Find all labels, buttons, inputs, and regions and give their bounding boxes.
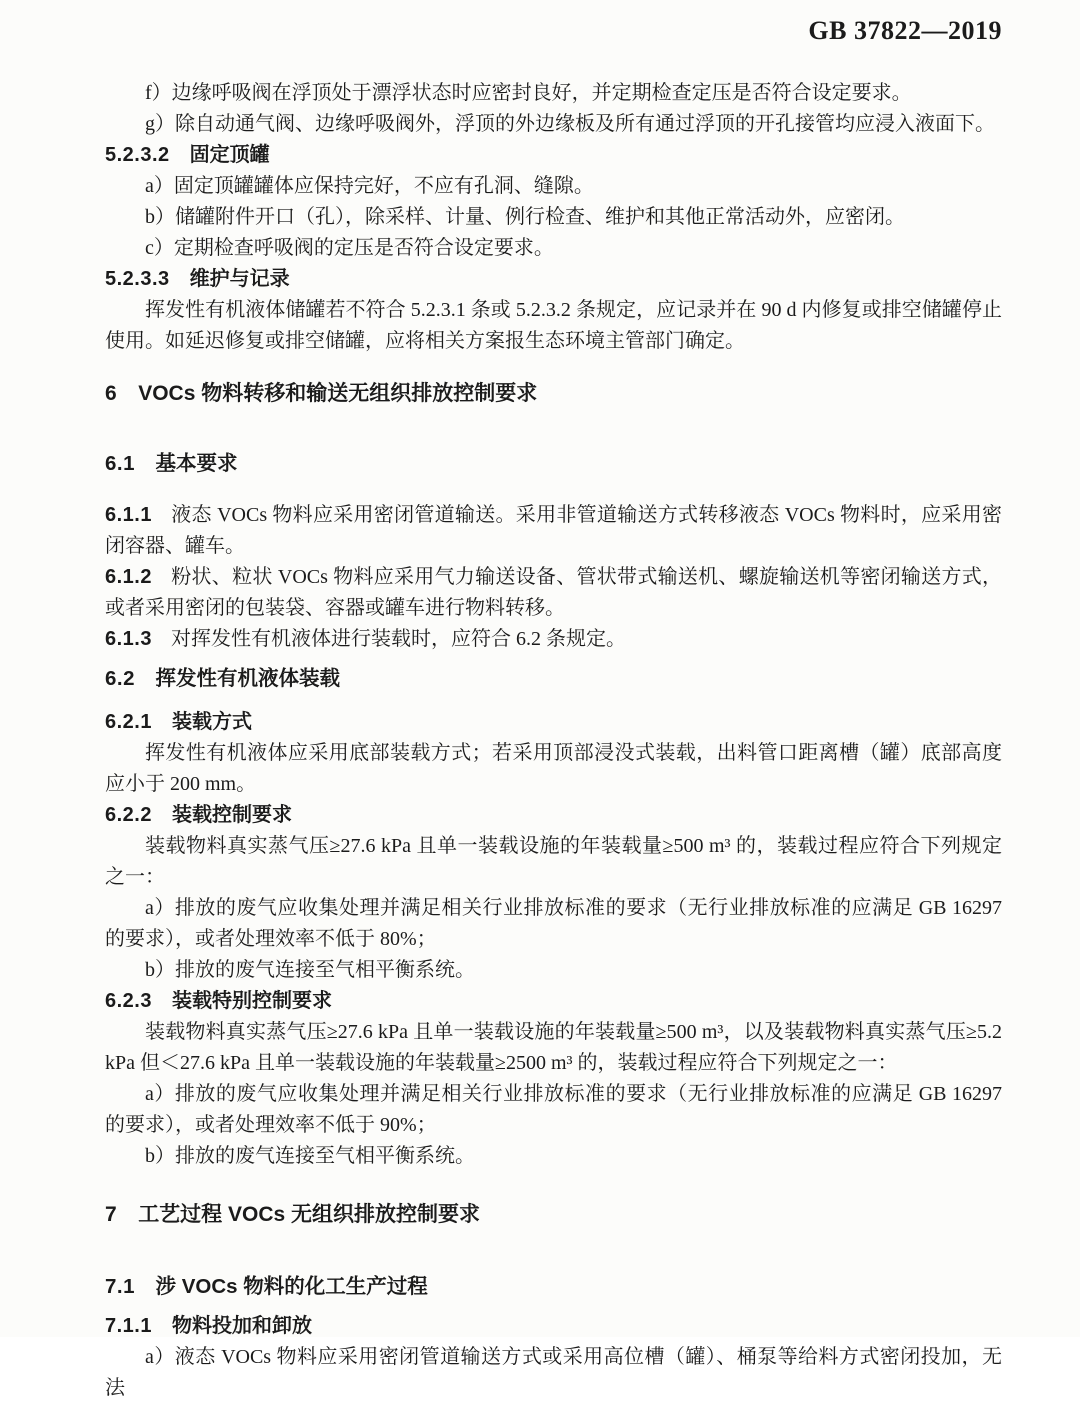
section-number: 6.1 (105, 452, 135, 475)
clause-text: 对挥发性有机液体进行装载时，应符合 6.2 条规定。 (170, 628, 626, 650)
clause-6-1-2 (105, 562, 1002, 624)
clause-number: 6.1.3 (105, 628, 152, 650)
chapter-title-text: VOCs 物料转移和输送无组织排放控制要求 (138, 382, 538, 405)
list-item: b）排放的废气连接至气相平衡系统。 (145, 1145, 475, 1167)
clause-number: 6.2.3 (105, 990, 152, 1012)
section-number: 6.2 (105, 667, 135, 690)
clause-number: 7.1.1 (105, 1315, 152, 1337)
clause-title-text: 装载控制要求 (171, 804, 292, 826)
clause-text: 液态 VOCs 物料应采用密闭管道输送。采用非管道输送方式转移液态 VOCs 物料时，应采用密闭容器、罐车。 (105, 504, 1002, 557)
chapter-number: 6 (105, 382, 118, 405)
section-heading-7-1 (105, 1271, 1002, 1302)
clause-heading-6-2-3 (105, 986, 1002, 1017)
section-heading-6-1 (105, 448, 1002, 479)
list-item-g: g）除自动通气阀、边缘呼吸阀外，浮顶的外边缘板及所有通过浮顶的开孔接管均应浸入液面下。 (145, 113, 995, 135)
clause-heading-5-2-3-3 (105, 264, 1002, 295)
list-item: b）排放的废气连接至气相平衡系统。 (145, 959, 475, 981)
section-title-text: 基本要求 (155, 452, 238, 475)
section-title-text: 涉 VOCs 物料的化工生产过程 (155, 1275, 428, 1298)
list-item: a）排放的废气应收集处理并满足相关行业排放标准的要求（无行业排放标准的应满足 GB 16297 的要求），或者处理效率不低于 90%； (105, 1083, 1002, 1136)
list-item-f: f）边缘呼吸阀在浮顶处于漂浮状态时应密封良好，并定期检查定压是否符合设定要求。 (145, 82, 912, 104)
list-item: a）固定顶罐罐体应保持完好，不应有孔洞、缝隙。 (145, 175, 594, 197)
clause-6-1-3 (105, 624, 1002, 655)
clause-number: 5.2.3.2 (105, 144, 170, 166)
chapter-heading-7 (105, 1199, 1002, 1231)
paragraph: 装载物料真实蒸气压≥27.6 kPa 且单一装载设施的年装载量≥500 m³，以及装载物料真实蒸气压≥5.2 kPa 但＜27.6 kPa 且单一装载设施的年装载量≥2500 m³ 的，装载过程应符合下列规定之一： (105, 1021, 1002, 1074)
paragraph: 挥发性有机液体储罐若不符合 5.2.3.1 条或 5.2.3.2 条规定，应记录并在 90 d 内修复或排空储罐停止使用。如延迟修复或排空储罐，应将相关方案报生态环境主管部门确定。 (105, 299, 1002, 352)
section-number: 7.1 (105, 1275, 135, 1298)
paragraph: 挥发性有机液体应采用底部装载方式；若采用顶部浸没式装载，出料管口距离槽（罐）底部高度应小于 200 mm。 (105, 742, 1002, 795)
clause-text: 粉状、粒状 VOCs 物料应采用气力输送设备、管状带式输送机、螺旋输送机等密闭输送方式，或者采用密闭的包装袋、容器或罐车进行物料转移。 (105, 566, 1002, 619)
standard-code: GB 37822—2019 (808, 16, 1002, 45)
chapter-title-text: 工艺过程 VOCs 无组织排放控制要求 (138, 1203, 481, 1226)
clause-title-text: 装载方式 (171, 711, 252, 733)
clause-number: 6.1.1 (105, 504, 152, 526)
clause-heading-5-2-3-2 (105, 140, 1002, 171)
section-title-text: 挥发性有机液体装载 (155, 667, 340, 690)
clause-6-1-1 (105, 500, 1002, 562)
list-item-partial: a）液态 VOCs 物料应采用密闭管道输送方式或采用高位槽（罐）、桶泵等给料方式密闭投加，无法 (105, 1346, 1002, 1399)
clause-title-text: 装载特别控制要求 (171, 990, 332, 1012)
list-item: b）储罐附件开口（孔），除采样、计量、例行检查、维护和其他正常活动外，应密闭。 (145, 206, 905, 228)
clause-title-text: 物料投加和卸放 (171, 1315, 312, 1337)
chapter-number: 7 (105, 1203, 118, 1226)
clause-number: 6.2.2 (105, 804, 152, 826)
chapter-heading-6 (105, 378, 1002, 410)
clause-title-text: 维护与记录 (189, 268, 290, 290)
list-item: c）定期检查呼吸阀的定压是否符合设定要求。 (145, 237, 554, 259)
clause-heading-6-2-1 (105, 707, 1002, 738)
section-heading-6-2 (105, 663, 1002, 694)
clause-number: 6.1.2 (105, 566, 152, 588)
clause-heading-6-2-2 (105, 800, 1002, 831)
clause-number: 5.2.3.3 (105, 268, 170, 290)
paragraph: 装载物料真实蒸气压≥27.6 kPa 且单一装载设施的年装载量≥500 m³ 的，装载过程应符合下列规定之一： (105, 835, 1002, 888)
clause-number: 6.2.1 (105, 711, 152, 733)
clause-title-text: 固定顶罐 (189, 144, 270, 166)
clause-heading-7-1-1 (105, 1311, 1002, 1342)
list-item: a）排放的废气应收集处理并满足相关行业排放标准的要求（无行业排放标准的应满足 GB 16297 的要求），或者处理效率不低于 80%； (105, 897, 1002, 950)
